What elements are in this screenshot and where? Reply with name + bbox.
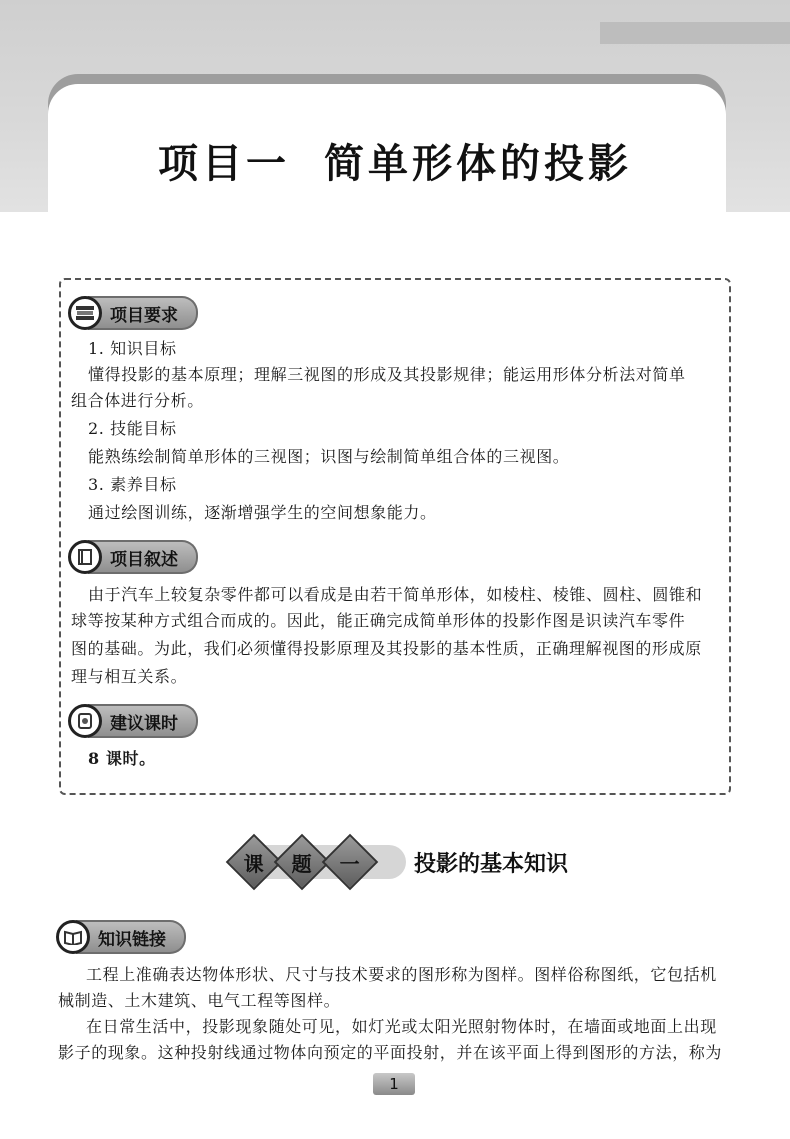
goal3-heading: 3. 素养目标 (88, 475, 177, 494)
description-line3: 图的基础。为此，我们必须懂得投影原理及其投影的基本性质，正确理解视图的形成原 (71, 639, 702, 658)
section-description-label: 项目叙述 (88, 540, 198, 574)
section-knowledge-header (56, 920, 186, 954)
knowledge-line2: 械制造、土木建筑、电气工程等图样。 (58, 991, 341, 1010)
title-project-number: 项目一 (158, 141, 290, 187)
knowledge-line4: 影子的现象。这种投射线通过物体向预定的平面投射，并在该平面上得到图形的方法，称为 (58, 1043, 723, 1062)
goal1-heading: 1. 知识目标 (88, 339, 177, 358)
books-icon (68, 296, 102, 330)
section-description-header (68, 540, 198, 574)
title-project-name: 简单形体的投影 (324, 141, 632, 187)
section-requirements-header (68, 296, 198, 330)
topic-diamond-3 (322, 834, 379, 891)
description-line4: 理与相互关系。 (71, 667, 188, 686)
topic-char-3: 一 (340, 851, 360, 876)
open-book-icon (56, 920, 90, 954)
goal2-heading: 2. 技能目标 (88, 419, 177, 438)
knowledge-line1: 工程上准确表达物体形状、尺寸与技术要求的图形称为图样。图样俗称图纸，它包括机 (86, 965, 717, 984)
goal3-text-line1: 通过绘图训练，逐渐增强学生的空间想象能力。 (88, 503, 437, 522)
section-hours-label: 建议课时 (88, 704, 198, 738)
section-hours-header (68, 704, 198, 738)
section-knowledge-label: 知识链接 (76, 920, 186, 954)
page-title (0, 132, 790, 189)
description-line1: 由于汽车上较复杂零件都可以看成是由若干简单形体，如棱柱、棱锥、圆柱、圆锥和 (88, 585, 703, 604)
hours-value: 8 课时。 (88, 749, 156, 768)
topic-char-1: 课 (244, 851, 264, 876)
description-line2: 球等按某种方式组合而成的。因此，能正确完成简单形体的投影作图是识读汽车零件 (71, 611, 686, 630)
book-icon (68, 540, 102, 574)
goal1-text-line2: 组合体进行分析。 (71, 391, 204, 410)
clock-icon (68, 704, 102, 738)
page-number: 1 (373, 1073, 415, 1095)
topic-heading (230, 840, 568, 884)
topic-char-2: 题 (292, 851, 312, 876)
topic-title: 投影的基本知识 (414, 851, 569, 877)
goal2-text-line1: 能熟练绘制简单形体的三视图；识图与绘制简单组合体的三视图。 (88, 447, 570, 466)
knowledge-line3: 在日常生活中，投影现象随处可见，如灯光或太阳光照射物体时，在墙面或地面上出现 (86, 1017, 717, 1036)
section-requirements-label: 项目要求 (88, 296, 198, 330)
goal1-text-line1: 懂得投影的基本原理；理解三视图的形成及其投影规律；能运用形体分析法对简单 (88, 365, 686, 384)
header-strip (600, 22, 790, 44)
